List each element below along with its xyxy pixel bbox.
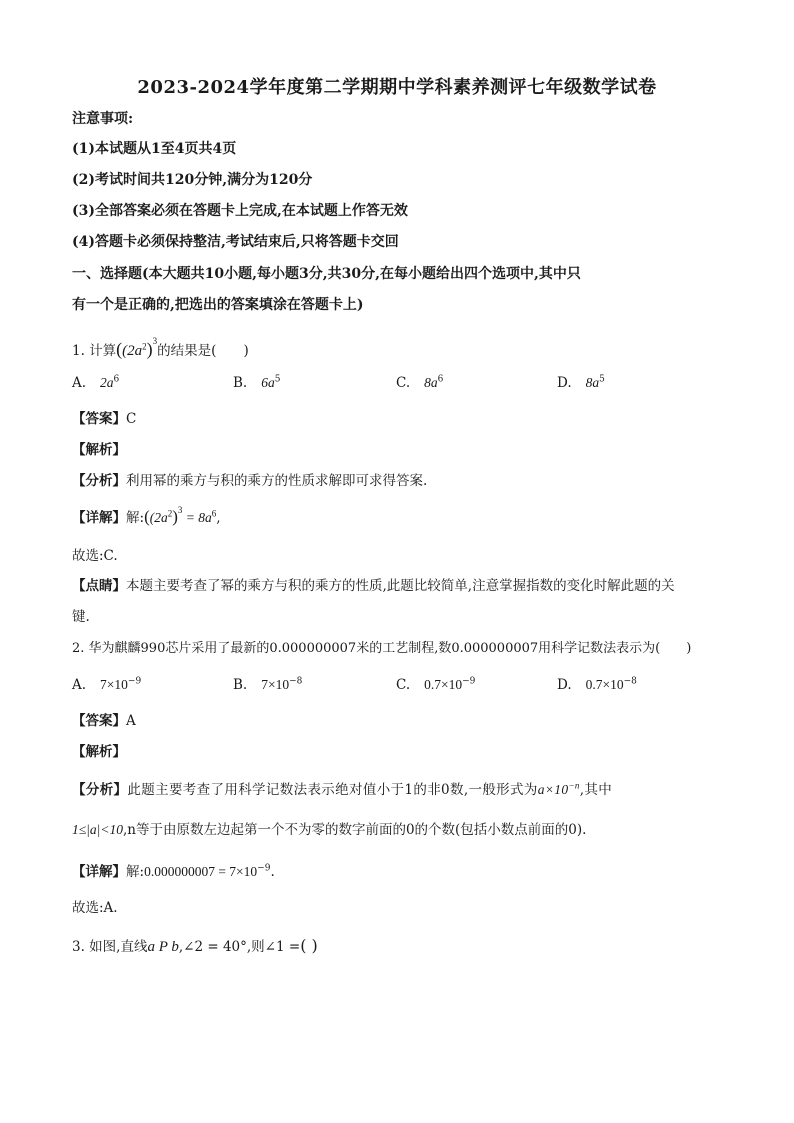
q2-option-d-exp: −8 [623,676,637,687]
q1-detail [72,504,221,528]
q1-option-c-exp: 6 [437,374,444,385]
section-heading-line1: 一、选择题(本大题共10小题,每小题3分,共30分,在每小题给出四个选项中,其中只 [72,266,581,282]
q1-option-b [233,373,280,393]
notice-heading: 注意事项: [72,111,134,127]
section-heading-line2: 有一个是正确的,把选出的答案填涂在答题卡上) [72,297,364,313]
q1-detail-prefix: 解: [126,510,145,526]
q2-option-b [233,675,302,695]
q2-detail-end: . [270,864,275,880]
q1-prefix: 1. 计算 [72,343,117,359]
q1-option-c-letter: C. [396,375,411,391]
q1-comment-tag: 【点睛】 [72,578,126,594]
q2-answer-tag: 【答案】 [72,713,126,729]
q2-option-c-mant: 0.7×10 [424,677,463,692]
q1-detail-lhs: (2a [149,510,168,525]
q2-analysis-tag: 【分析】 [72,782,128,798]
q2-option-d-letter: D. [557,677,572,693]
q1-expr-close: ) [146,339,153,359]
q3-parallel-expr: a P b [147,939,179,955]
q1-option-b-coef: 6a [261,375,275,390]
q1-comment-line2: 键. [72,609,90,625]
q2-analysis-line1 [72,780,612,800]
q2-detail-exp: −9 [257,863,271,874]
notice-item-3: (3)全部答案必须在答题卡上完成,在本试题上作答无效 [72,203,408,219]
q3-middle: ,∠2 = 40°,则∠1 = [178,939,301,955]
q1-option-d-exp: 5 [599,374,605,385]
q1-detail-expression: ($(2a^2)^3 = 8a^6$ [144,504,217,526]
q1-suffix: 的结果是( ) [157,343,249,359]
q1-expression: ($(2a^2)^3$ [116,335,158,359]
q1-option-a-letter: A. [72,375,87,391]
q1-detail-lhs-inner: 2 [167,508,173,519]
q1-detail-eq: = 8a [182,510,212,525]
q2-option-a-letter: A. [72,677,87,693]
question-3-stem [72,936,318,957]
q2-option-c-letter: C. [396,677,411,693]
q2-choose: 故选:A. [72,900,118,916]
q2-analysis-inequality: 1≤|a|<10 [72,822,123,837]
q1-detail-tag: 【详解】 [72,510,126,526]
q1-option-a-exp: 6 [113,374,120,385]
q1-option-d-letter: D. [557,375,572,391]
notice-item-1: (1)本试题从1至4页共4页 [72,141,237,157]
q2-analysis-text: 此题主要考查了用科学记数法表示绝对值小于1的非0数,一般形式为 [127,782,538,798]
q1-option-a [72,373,119,393]
q2-analysis-form: a×10 [537,782,569,797]
q1-option-b-exp: 5 [274,374,281,385]
q1-option-c [396,373,443,393]
q1-expr-outer-exp: 3 [152,335,158,346]
q3-prefix: 3. 如图,直线 [72,939,148,955]
notice-item-2: (2)考试时间共120分钟,满分为120分 [72,172,313,188]
q1-detail-lhs-close: ) [172,507,178,526]
q1-analysis [72,471,427,491]
q2-option-b-letter: B. [233,677,248,693]
q1-option-d-coef: 8a [585,375,600,390]
q2-detail-prefix: 解: [126,864,145,880]
q1-answer-tag: 【答案】 [72,411,126,427]
q2-option-c-exp: −9 [462,676,476,687]
q1-detail-end: , [216,510,221,526]
q1-option-a-coef: 2a [100,375,114,390]
q2-option-a [72,675,141,695]
q3-answer-bracket: ( ) [300,936,318,955]
q2-option-d-mant: 0.7×10 [585,677,624,692]
q1-choose: 故选:C. [72,548,118,564]
q1-comment-line1 [72,576,675,596]
q1-jiexi: 【解析】 [72,442,126,458]
q2-option-b-exp: −8 [289,676,303,687]
q2-answer [72,711,136,731]
q1-detail-lhs-outer: 3 [177,504,183,515]
q2-analysis-line2 [72,820,586,840]
q2-option-a-mant: 7×10 [100,677,128,692]
q2-analysis-rest: ,n等于由原数左边起第一个不为零的数字前面的0的个数(包括小数点前面的0). [122,822,587,838]
q1-option-b-letter: B. [233,375,248,391]
q2-analysis-form-exp: −n [568,780,580,791]
q2-option-c [396,675,475,695]
q1-option-d [557,373,605,393]
q1-analysis-text: 利用幂的乘方与积的乘方的性质求解即可求得答案. [126,473,428,489]
q2-detail-expression: 0.000000007 = 7×10 [144,864,258,879]
q1-answer-value: C [126,411,137,427]
q1-detail-rhs-exp: 6 [211,508,217,519]
q1-expr-inner-exp: 2 [142,341,147,352]
q2-jiexi: 【解析】 [72,744,126,760]
q1-answer [72,409,136,429]
q2-answer-value: A [126,713,136,729]
q1-comment-text: 本题主要考查了幂的乘方与积的乘方的性质,此题比较简单,注意掌握指数的变化时解此题的关 [126,578,675,594]
q2-option-b-mant: 7×10 [261,677,290,692]
q1-expr-base: (2a [122,343,143,359]
question-1-stem [72,335,249,361]
q2-option-a-exp: −9 [127,676,142,687]
question-2-stem: 2. 华为麒麟990芯片采用了最新的0.000000007米的工艺制程,数0.000000007用科学记数法表示为( ) [72,641,692,656]
q2-detail-tag: 【详解】 [72,864,126,880]
q1-analysis-tag: 【分析】 [72,473,126,489]
page-title: 2023-2024学年度第二学期期中学科素养测评七年级数学试卷 [137,77,657,98]
notice-item-4: (4)答题卡必须保持整洁,考试结束后,只将答题卡交回 [72,234,399,250]
q2-analysis-text-end: ,其中 [579,782,613,798]
q2-option-d [557,675,637,695]
q1-option-c-coef: 8a [424,375,438,390]
q2-detail [72,862,275,882]
